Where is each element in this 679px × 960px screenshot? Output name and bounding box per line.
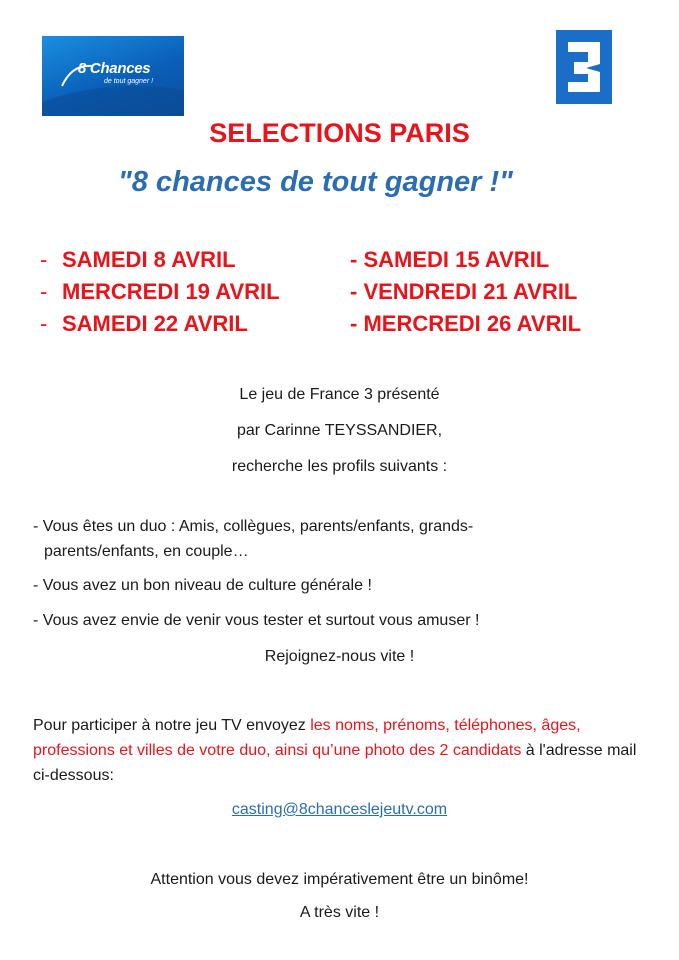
page-subtitle: "8 chances de tout gagner !" bbox=[118, 166, 513, 198]
date-left: SAMEDI 22 AVRIL bbox=[62, 311, 248, 336]
participate-paragraph bbox=[33, 713, 648, 788]
date-left: MERCREDI 19 AVRIL bbox=[62, 279, 280, 304]
intro-line-1: Le jeu de France 3 présenté bbox=[239, 386, 440, 403]
date-right: - SAMEDI 15 AVRIL bbox=[350, 247, 550, 272]
profile-duo-line-2: parents/enfants, en couple… bbox=[44, 543, 249, 560]
date-right: - MERCREDI 26 AVRIL bbox=[350, 311, 582, 336]
profile-culture: - Vous avez un bon niveau de culture générale ! bbox=[33, 577, 372, 594]
date-row bbox=[40, 276, 650, 308]
profile-fun: - Vous avez envie de venir vous tester et surtout vous amuser ! bbox=[33, 612, 480, 629]
participate-suffix: à l'adresse mail ci-dessous: bbox=[33, 742, 637, 784]
warning-line: Attention vous devez impérativement être un binôme! bbox=[150, 871, 529, 888]
participate-highlight: les noms, prénoms, téléphones, âges, professions et villes de votre duo, ainsi qu’une photo des 2 candidats bbox=[33, 717, 581, 759]
participate-prefix: Pour participer à notre jeu TV envoyez bbox=[33, 717, 311, 734]
date-dash: - bbox=[40, 279, 48, 304]
date-dash: - bbox=[40, 247, 48, 272]
logo-brand-text: 8 Chances bbox=[78, 60, 151, 77]
email-link[interactable]: casting@8chanceslejeutv.com bbox=[231, 801, 448, 818]
date-dash: - bbox=[40, 311, 48, 336]
profile-duo-line-1: - Vous êtes un duo : Amis, collègues, parents/enfants, grands- bbox=[33, 518, 474, 535]
france-3-mark-icon bbox=[556, 30, 612, 104]
france-3-logo bbox=[556, 30, 612, 104]
8-chances-logo bbox=[42, 36, 184, 116]
intro-line-3: recherche les profils suivants : bbox=[231, 458, 448, 475]
date-left: SAMEDI 8 AVRIL bbox=[62, 247, 236, 272]
date-right: - VENDREDI 21 AVRIL bbox=[350, 279, 578, 304]
intro-line-2: par Carinne TEYSSANDIER, bbox=[236, 422, 443, 439]
logo-brand-subtext: de tout gagner ! bbox=[104, 78, 154, 85]
join-line: Rejoignez-nous vite ! bbox=[264, 648, 415, 665]
page-title: SELECTIONS PARIS bbox=[209, 118, 470, 148]
date-row bbox=[40, 244, 650, 276]
date-row bbox=[40, 308, 650, 340]
dates-list bbox=[40, 244, 650, 340]
closing-line: A très vite ! bbox=[299, 904, 380, 921]
